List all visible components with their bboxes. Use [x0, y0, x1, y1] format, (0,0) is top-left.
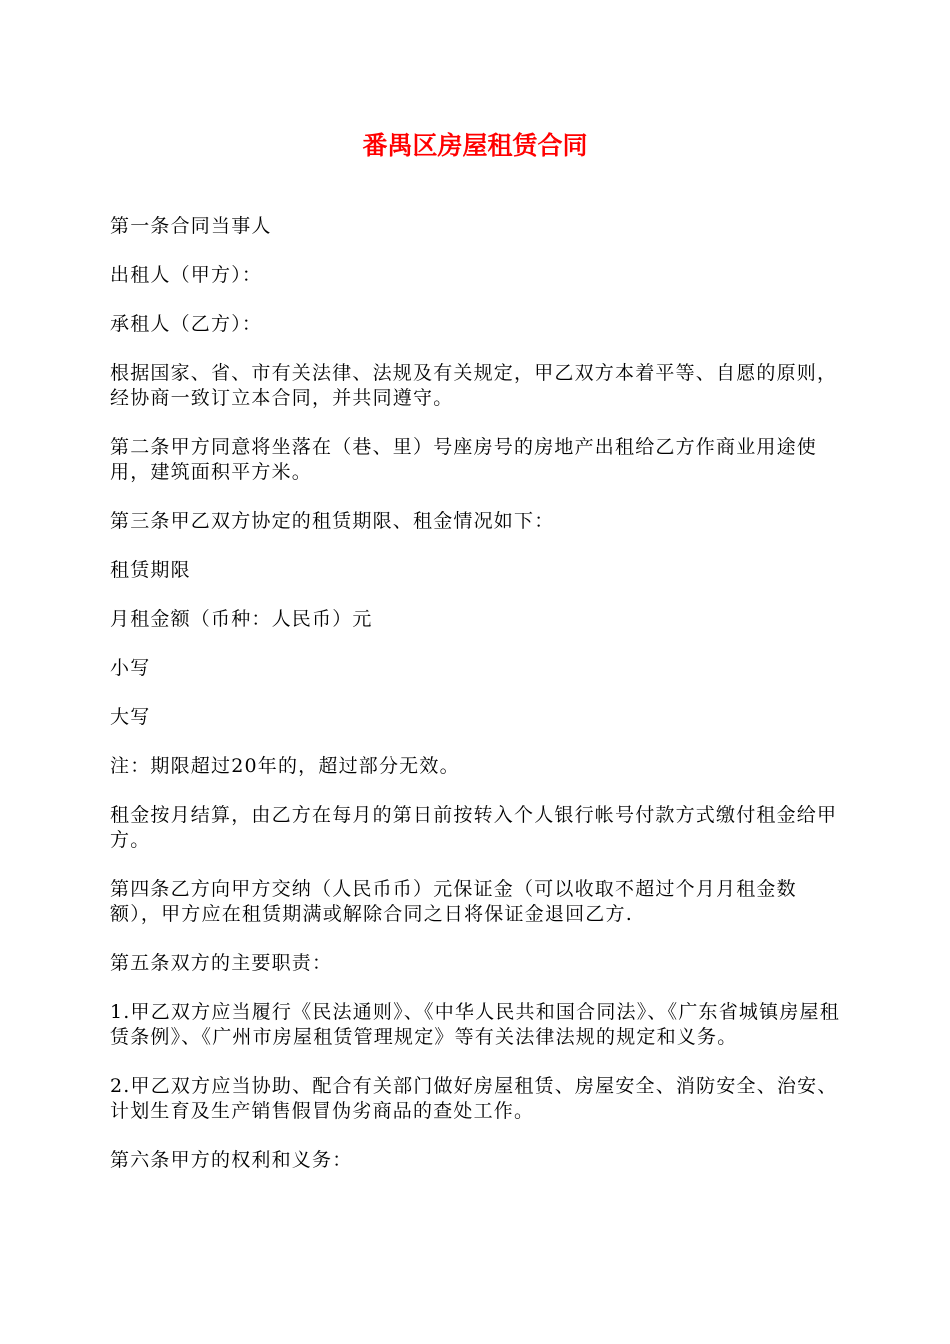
paragraph-duty-1: 1.甲乙双方应当履行《民法通则》、《中华人民共和国合同法》、《广东省城镇房屋租赁条例》、《广州市房屋租赁管理规定》等有关法律法规的规定和义务。	[110, 1001, 840, 1048]
paragraph-article-3: 第三条甲乙双方协定的租赁期限、租金情况如下：	[110, 510, 555, 532]
paragraph-payment-terms: 租金按月结算，由乙方在每月的第日前按转入个人银行帐号付款方式缴付租金给甲方。	[110, 804, 838, 851]
paragraph-duty-2: 2.甲乙双方应当协助、配合有关部门做好房屋租赁、房屋安全、消防安全、治安、计划生育及生产销售假冒伪劣商品的查处工作。	[110, 1075, 838, 1122]
paragraph-article-4: 第四条乙方向甲方交纳（人民币币）元保证金（可以收取不超过个月月租金数额），甲方应在租赁期满或解除合同之日将保证金退回乙方.	[110, 878, 797, 925]
document-body	[110, 214, 845, 1197]
paragraph-article-2: 第二条甲方同意将坐落在（巷、里）号座房号的房地产出租给乙方作商业用途使用，建筑面积平方米。	[110, 436, 818, 483]
paragraph-lessor: 出租人（甲方）：	[110, 264, 263, 286]
paragraph-monthly-rent: 月租金额（币种：人民币）元	[110, 608, 373, 630]
document-title: 番禺区房屋租赁合同	[362, 131, 588, 160]
paragraph-amount-numeric: 小写	[110, 657, 151, 679]
paragraph-lessee: 承租人（乙方）：	[110, 313, 263, 335]
paragraph-note: 注：期限超过20年的，超过部分无效。	[110, 755, 460, 777]
paragraph-legal-basis: 根据国家、省、市有关法律、法规及有关规定，甲乙双方本着平等、自愿的原则，经协商一致订立本合同，并共同遵守。	[110, 362, 838, 409]
paragraph-article-1-heading: 第一条合同当事人	[110, 215, 272, 237]
paragraph-article-5: 第五条双方的主要职责：	[110, 952, 333, 974]
paragraph-lease-term: 租赁期限	[110, 559, 191, 581]
paragraph-amount-words: 大写	[110, 706, 151, 728]
paragraph-article-6: 第六条甲方的权利和义务：	[110, 1149, 353, 1171]
